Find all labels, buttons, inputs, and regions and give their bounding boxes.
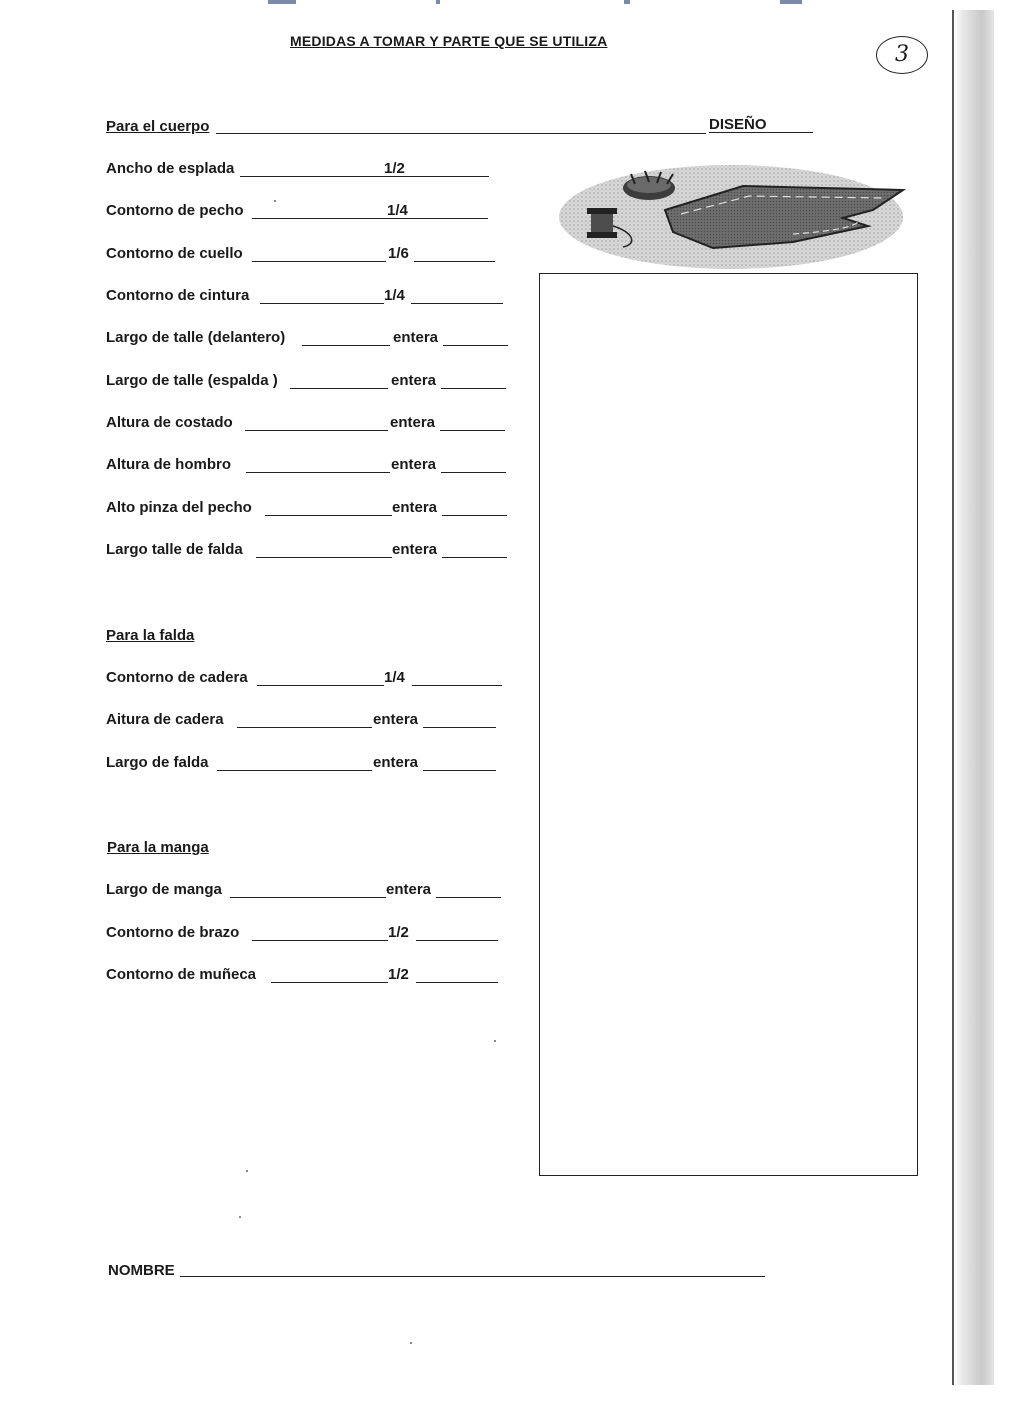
measure-line[interactable]: [252, 245, 386, 262]
measure-line[interactable]: [256, 541, 392, 558]
measure-label: Largo de falda: [106, 754, 209, 771]
scan-speck: [246, 1170, 248, 1172]
measure-line[interactable]: [246, 456, 390, 473]
name-field-line[interactable]: [180, 1276, 765, 1277]
measure-label: Contorno de brazo: [106, 924, 240, 941]
measure-label: Largo talle de falda: [106, 541, 243, 558]
measure-label: Contorno de muñeca: [106, 966, 257, 983]
scan-speck: [494, 1040, 496, 1042]
part-line[interactable]: [412, 669, 502, 686]
part-line[interactable]: [411, 287, 503, 304]
scan-mark: [436, 0, 440, 4]
part-line[interactable]: [415, 202, 487, 219]
part-line[interactable]: [443, 329, 508, 346]
measure-part: 1/2: [388, 966, 409, 983]
measure-part: 1/2: [388, 924, 409, 941]
part-line[interactable]: [441, 456, 506, 473]
measure-label: Contorno de cadera: [106, 669, 248, 686]
measure-part: entera: [393, 329, 439, 346]
scan-speck: [410, 1342, 412, 1344]
section-heading-cuerpo: Para el cuerpo: [106, 118, 210, 135]
measure-label: Alto pinza del pecho: [106, 499, 252, 516]
measure-line[interactable]: [302, 329, 390, 346]
heading-underline: [216, 133, 706, 134]
measure-part: 1/2: [384, 160, 405, 177]
design-drawing-box[interactable]: [539, 273, 918, 1176]
part-line[interactable]: [436, 881, 501, 898]
measure-line[interactable]: [245, 414, 388, 431]
measure-part: entera: [392, 541, 438, 558]
scan-edge-shadow: [952, 10, 994, 1385]
page-number-circle: 3: [876, 36, 928, 74]
measure-line[interactable]: [217, 754, 372, 771]
measure-label: Contorno de cintura: [106, 287, 250, 304]
measure-line[interactable]: [271, 966, 388, 983]
part-line[interactable]: [423, 711, 496, 728]
measure-label: Contorno de cuello: [106, 245, 243, 262]
measure-label: Contorno de pecho: [106, 202, 244, 219]
scan-speck: [239, 1216, 241, 1218]
measure-part: entera: [373, 754, 419, 771]
measure-part: 1/4: [387, 202, 408, 219]
part-line[interactable]: [423, 754, 496, 771]
design-heading: DISEÑO: [709, 116, 767, 133]
part-line[interactable]: [416, 924, 498, 941]
measure-line[interactable]: [265, 499, 392, 516]
section-heading-falda: Para la falda: [106, 627, 195, 644]
measure-part: entera: [391, 456, 437, 473]
measure-part: 1/6: [388, 245, 409, 262]
measure-label: Largo de talle (delantero): [106, 329, 286, 346]
measure-part: entera: [392, 499, 438, 516]
part-line[interactable]: [441, 372, 506, 389]
section-heading-manga: Para la manga: [107, 839, 209, 856]
part-line[interactable]: [416, 966, 498, 983]
part-line[interactable]: [413, 160, 485, 177]
measure-part: entera: [386, 881, 432, 898]
measure-part: 1/4: [384, 669, 405, 686]
part-line[interactable]: [442, 541, 507, 558]
part-line[interactable]: [442, 499, 507, 516]
measure-part: entera: [391, 372, 437, 389]
name-label: NOMBRE: [108, 1262, 175, 1279]
scan-speck: [274, 200, 276, 202]
page-title: MEDIDAS A TOMAR Y PARTE QUE SE UTILIZA: [290, 33, 608, 49]
design-heading-underline: [709, 132, 813, 133]
part-line[interactable]: [414, 245, 495, 262]
measure-label: Largo de talle (espalda ): [106, 372, 278, 389]
part-line[interactable]: [440, 414, 505, 431]
measure-line[interactable]: [230, 881, 386, 898]
measure-label: Largo de manga: [106, 881, 222, 898]
scan-mark: [268, 0, 296, 4]
measure-line[interactable]: [290, 372, 388, 389]
scan-mark: [624, 0, 630, 4]
measure-part: entera: [373, 711, 419, 728]
measure-line[interactable]: [237, 711, 372, 728]
measure-line[interactable]: [260, 287, 384, 304]
measure-label: Altura de costado: [106, 414, 233, 431]
measure-part: 1/4: [384, 287, 405, 304]
measure-line[interactable]: [252, 924, 388, 941]
scan-mark: [780, 0, 802, 4]
measure-part: entera: [390, 414, 436, 431]
measure-label: Altura de hombro: [106, 456, 232, 473]
measure-line[interactable]: [257, 669, 384, 686]
measure-label: Ancho de esplada: [106, 160, 235, 177]
sewing-clipart-icon: [553, 152, 910, 270]
measure-label: Aitura de cadera: [106, 711, 224, 728]
